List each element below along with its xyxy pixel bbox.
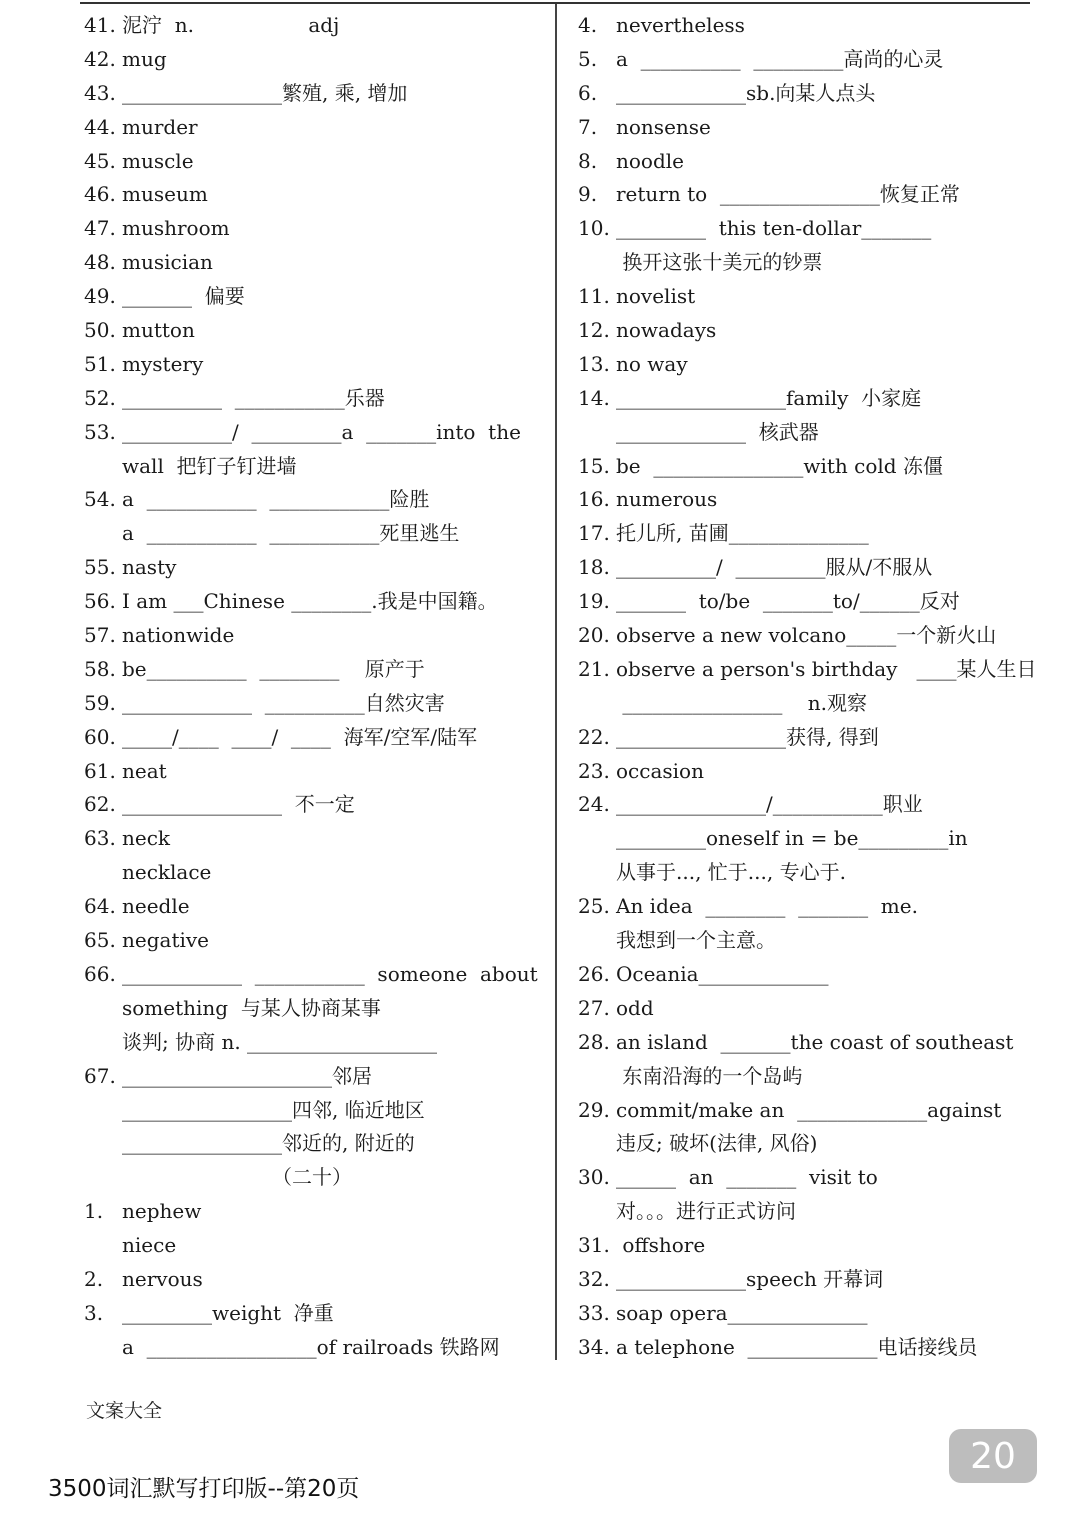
page-number-badge: 20 xyxy=(949,1429,1037,1483)
item-text: ____________ ___________ someone about xyxy=(122,961,538,986)
item-number xyxy=(84,1127,122,1161)
item-text: murder xyxy=(122,114,198,139)
vocab-line xyxy=(84,212,540,246)
item-text: ______ an _______ visit to xyxy=(616,1165,878,1190)
item-number xyxy=(84,450,122,484)
item-number: 12. xyxy=(578,318,610,343)
vocab-line xyxy=(84,822,540,856)
item-text: nasty xyxy=(122,555,177,580)
item-number: 67. xyxy=(84,1063,116,1088)
item-number: 25. xyxy=(578,894,610,919)
item-text: mutton xyxy=(122,318,195,343)
item-number: 51. xyxy=(84,351,116,376)
vocab-line xyxy=(578,890,1028,924)
item-text: 东南沿海的一个岛屿 xyxy=(616,1063,803,1088)
item-text: An idea ________ _______ me. xyxy=(616,894,918,919)
vocab-line xyxy=(578,822,1028,856)
vocab-line xyxy=(84,619,540,653)
item-number: 65. xyxy=(84,928,116,953)
vocab-line xyxy=(578,246,1028,280)
vocab-line xyxy=(578,992,1028,1026)
vocab-line xyxy=(578,1060,1028,1094)
item-text: odd xyxy=(616,995,654,1020)
item-text: be _______________with cold 冻僵 xyxy=(616,453,943,478)
vocab-line xyxy=(578,348,1028,382)
item-number: 41. xyxy=(84,13,116,37)
vocab-line xyxy=(578,1263,1028,1297)
vocab-line xyxy=(84,1094,540,1128)
item-text: __________/ _________服从/不服从 xyxy=(616,555,933,580)
item-text: _________________family 小家庭 xyxy=(616,385,922,410)
vocab-line xyxy=(84,314,540,348)
vocab-line xyxy=(84,755,540,789)
vocab-line xyxy=(84,1060,540,1094)
item-text: mug xyxy=(122,46,167,71)
item-number: 28. xyxy=(578,1029,610,1054)
vocab-line xyxy=(578,585,1028,619)
item-text: offshore xyxy=(616,1233,706,1258)
vocab-line xyxy=(84,1026,540,1060)
item-text: a ___________ ___________死里逃生 xyxy=(122,521,460,546)
vocab-line xyxy=(578,382,1028,416)
item-text: _________oneself in = be_________in xyxy=(616,826,968,851)
item-text: soap opera______________ xyxy=(616,1300,868,1325)
item-text: mushroom xyxy=(122,216,230,241)
item-text: museum xyxy=(122,182,208,207)
item-number: 50. xyxy=(84,318,116,343)
item-number: 47. xyxy=(84,216,116,241)
item-text: nowadays xyxy=(616,318,717,343)
item-text: _____________ 核武器 xyxy=(616,419,819,444)
item-number: 17. xyxy=(578,521,610,546)
item-text: _______ 偏要 xyxy=(122,284,245,309)
item-text: __________ ___________乐器 xyxy=(122,385,385,410)
vocab-line xyxy=(84,111,540,145)
item-number xyxy=(578,246,616,280)
item-number: 24. xyxy=(578,792,610,817)
item-text: _____________________邻居 xyxy=(122,1063,372,1088)
item-number xyxy=(84,992,122,1026)
item-number: 13. xyxy=(578,351,610,376)
item-text: observe a new volcano_____一个新火山 xyxy=(616,623,997,648)
item-text: niece xyxy=(122,1233,177,1258)
item-text: _____________sb.向某人点头 xyxy=(616,80,876,105)
item-number xyxy=(84,1094,122,1128)
item-number: 11. xyxy=(578,284,610,309)
item-number: 66. xyxy=(84,961,116,986)
item-text: 谈判; 协商 n. ___________________ xyxy=(122,1029,438,1054)
item-number: 1. xyxy=(84,1199,104,1224)
item-number: 29. xyxy=(578,1097,610,1122)
item-number: 10. xyxy=(578,216,610,241)
vocab-line xyxy=(578,280,1028,314)
vocab-line xyxy=(84,43,540,77)
item-number: 4. xyxy=(578,13,598,37)
vocab-line xyxy=(84,483,540,517)
vocab-line xyxy=(84,992,540,1026)
vocab-line xyxy=(84,77,540,111)
vocab-line xyxy=(578,1161,1028,1195)
item-text: be__________ ________ 原产于 xyxy=(122,656,425,681)
item-text: novelist xyxy=(616,284,696,309)
vocab-line xyxy=(84,1297,540,1331)
item-text: nervous xyxy=(122,1266,203,1291)
item-text: muscle xyxy=(122,148,194,173)
item-text: numerous xyxy=(616,487,718,512)
item-number xyxy=(84,1026,122,1060)
item-number: 14. xyxy=(578,385,610,410)
item-number: 52. xyxy=(84,385,116,410)
item-number: 63. xyxy=(84,826,116,851)
section-heading xyxy=(84,1161,540,1195)
vocab-line xyxy=(578,1195,1028,1229)
item-number: 21. xyxy=(578,656,610,681)
vocab-line xyxy=(84,280,540,314)
vocab-line xyxy=(578,788,1028,822)
item-text: ___________/ _________a _______into the xyxy=(122,419,521,444)
page-title: 3500词汇默写打印版--第20页 xyxy=(48,1476,360,1502)
vocab-line xyxy=(84,382,540,416)
item-text: ________________繁殖, 乘, 增加 xyxy=(122,80,408,105)
item-text: nephew xyxy=(122,1199,202,1224)
item-text: mystery xyxy=(122,351,204,376)
vocab-line xyxy=(578,687,1028,721)
item-number: 64. xyxy=(84,894,116,919)
item-number: 3. xyxy=(84,1300,104,1325)
item-text: neck xyxy=(122,826,171,851)
item-text: a ___________ ____________险胜 xyxy=(122,487,430,512)
item-text: _____________ __________自然灾害 xyxy=(122,690,445,715)
vocab-line xyxy=(578,416,1028,450)
vocab-line xyxy=(84,145,540,179)
vocab-line xyxy=(84,348,540,382)
vocab-line xyxy=(84,246,540,280)
vocab-line xyxy=(578,755,1028,789)
item-text: wall 把钉子钉进墙 xyxy=(122,453,297,478)
item-number: 60. xyxy=(84,724,116,749)
item-text: 我想到一个主意。 xyxy=(616,928,776,953)
item-number: 43. xyxy=(84,80,116,105)
item-text: ________________ 不一定 xyxy=(122,792,355,817)
vocab-line xyxy=(84,1331,540,1365)
item-text: musician xyxy=(122,250,213,275)
item-number xyxy=(578,687,616,721)
vocab-line xyxy=(84,450,540,484)
vocab-line xyxy=(84,178,540,212)
vocab-line xyxy=(578,77,1028,111)
vocab-line xyxy=(84,1127,540,1161)
vocab-line xyxy=(578,212,1028,246)
vocab-line xyxy=(578,145,1028,179)
vocab-line xyxy=(578,653,1037,687)
left-column xyxy=(84,9,540,1365)
item-number: 56. xyxy=(84,589,116,614)
vocab-line xyxy=(578,924,1028,958)
item-number: 55. xyxy=(84,555,116,580)
vocab-line xyxy=(84,1229,540,1263)
item-number: 27. xyxy=(578,995,610,1020)
column-divider xyxy=(555,4,557,1360)
vocab-line xyxy=(578,856,1028,890)
item-number: 15. xyxy=(578,453,610,478)
vocab-line xyxy=(578,1229,1028,1263)
item-text: nationwide xyxy=(122,623,235,648)
right-column xyxy=(578,9,1037,1365)
vocab-line xyxy=(84,890,540,924)
item-text: negative xyxy=(122,928,210,953)
item-number: 42. xyxy=(84,46,116,71)
vocab-line xyxy=(578,1127,1028,1161)
vocab-line xyxy=(578,1331,1028,1365)
item-text: 换开这张十美元的钞票 xyxy=(616,250,823,275)
vocab-line xyxy=(84,9,540,43)
item-text: occasion xyxy=(616,758,704,783)
item-number xyxy=(578,1195,616,1229)
item-number: 20. xyxy=(578,623,610,648)
item-text: _________________四邻, 临近地区 xyxy=(122,1097,425,1122)
vocab-line xyxy=(578,483,1028,517)
vocab-line xyxy=(578,619,1028,653)
footer-source: 文案大全 xyxy=(86,1400,163,1422)
item-number: 8. xyxy=(578,148,598,173)
vocab-line xyxy=(578,958,1028,992)
vocab-line xyxy=(84,958,540,992)
vocab-line xyxy=(578,517,1028,551)
item-text: a _________________of railroads 铁路网 xyxy=(122,1334,500,1359)
item-text: _______ to/be _______to/______反对 xyxy=(616,589,960,614)
item-text: nonsense xyxy=(616,114,711,139)
item-text: 托儿所, 苗圃______________ xyxy=(616,521,869,546)
item-number: 48. xyxy=(84,250,116,275)
item-number xyxy=(84,517,122,551)
item-number xyxy=(578,924,616,958)
item-text: something 与某人协商某事 xyxy=(122,995,381,1020)
vocab-line xyxy=(84,551,540,585)
item-number: 7. xyxy=(578,114,598,139)
item-text: a telephone _____________电话接线员 xyxy=(616,1334,978,1359)
item-number: 57. xyxy=(84,623,116,648)
item-number xyxy=(578,1060,616,1094)
item-text: _________ this ten-dollar_______ xyxy=(616,216,932,241)
item-text: return to ________________恢复正常 xyxy=(616,182,960,207)
item-number: 32. xyxy=(578,1266,610,1291)
vocab-line xyxy=(578,178,1028,212)
vocab-line xyxy=(578,111,1028,145)
item-number: 18. xyxy=(578,555,610,580)
vocab-line xyxy=(84,653,540,687)
item-number: 22. xyxy=(578,724,610,749)
item-text: ________________ n.观察 xyxy=(616,690,868,715)
item-number xyxy=(84,1331,122,1365)
item-number: 45. xyxy=(84,148,116,173)
item-number: 53. xyxy=(84,419,116,444)
vocab-line xyxy=(84,517,540,551)
item-number: 58. xyxy=(84,656,116,681)
vocab-line xyxy=(84,1195,540,1229)
vocab-line xyxy=(84,1263,540,1297)
item-number: 59. xyxy=(84,690,116,715)
vocab-line xyxy=(84,585,540,619)
item-number: 61. xyxy=(84,758,116,783)
item-number: 44. xyxy=(84,114,116,139)
item-number: 31. xyxy=(578,1233,610,1258)
vocab-line xyxy=(84,416,540,450)
vocab-line xyxy=(578,314,1028,348)
vocab-line xyxy=(578,721,1028,755)
vocab-line xyxy=(578,551,1028,585)
vocab-line xyxy=(84,924,540,958)
item-text: 违反; 破坏(法律, 风俗) xyxy=(616,1131,818,1156)
item-text: _____/____ ____/ ____ 海军/空军/陆军 xyxy=(122,724,478,749)
item-number xyxy=(578,1127,616,1161)
item-text: _______________/___________职业 xyxy=(616,792,923,817)
vocab-line xyxy=(578,43,1028,77)
item-number xyxy=(84,856,122,890)
vocab-line xyxy=(578,450,1028,484)
item-number: 54. xyxy=(84,487,116,512)
vocab-line xyxy=(84,687,540,721)
item-number xyxy=(84,1229,122,1263)
item-number xyxy=(578,416,616,450)
item-number: 5. xyxy=(578,46,598,71)
item-text: I am ___Chinese ________.我是中国籍。 xyxy=(122,589,498,614)
item-text: _________weight 净重 xyxy=(122,1300,334,1325)
item-text: needle xyxy=(122,894,190,919)
item-text: 泥泞 n. adj xyxy=(122,13,340,37)
vocab-line xyxy=(84,788,540,822)
item-text: commit/make an _____________against xyxy=(616,1097,1002,1122)
item-text: nevertheless xyxy=(616,13,745,37)
item-text: 从事于..., 忙于..., 专心于. xyxy=(616,860,846,885)
item-text: noodle xyxy=(616,148,684,173)
item-number: 62. xyxy=(84,792,116,817)
item-text: Oceania_____________ xyxy=(616,961,829,986)
item-text: ________________邻近的, 附近的 xyxy=(122,1131,415,1156)
item-text: no way xyxy=(616,351,688,376)
item-number xyxy=(578,822,616,856)
item-text: necklace xyxy=(122,860,212,885)
item-number: 26. xyxy=(578,961,610,986)
item-number: 2. xyxy=(84,1266,104,1291)
item-number: 30. xyxy=(578,1165,610,1190)
vocab-line xyxy=(578,1297,1028,1331)
item-text: observe a person's birthday ____某人生日 xyxy=(616,656,1037,681)
item-number: 6. xyxy=(578,80,598,105)
item-text: _________________获得, 得到 xyxy=(616,724,879,749)
item-number: 23. xyxy=(578,758,610,783)
item-number: 34. xyxy=(578,1334,610,1359)
item-number: 49. xyxy=(84,284,116,309)
item-number: 19. xyxy=(578,589,610,614)
vocab-line xyxy=(84,856,540,890)
item-number: 46. xyxy=(84,182,116,207)
item-number: 33. xyxy=(578,1300,610,1325)
vocab-line xyxy=(578,1026,1028,1060)
vocab-line xyxy=(578,9,1028,43)
item-text: 对。。。进行正式访问 xyxy=(616,1199,796,1224)
item-text: _____________speech 开幕词 xyxy=(616,1266,884,1291)
vocab-line xyxy=(578,1094,1028,1128)
item-text: neat xyxy=(122,758,167,783)
item-number: 9. xyxy=(578,182,598,207)
vocab-line xyxy=(84,721,540,755)
item-number xyxy=(578,856,616,890)
item-number: 16. xyxy=(578,487,610,512)
section-heading-text: （二十） xyxy=(272,1165,352,1190)
item-text: an island _______the coast of southeast xyxy=(616,1029,1014,1054)
item-text: a __________ _________高尚的心灵 xyxy=(616,46,944,71)
